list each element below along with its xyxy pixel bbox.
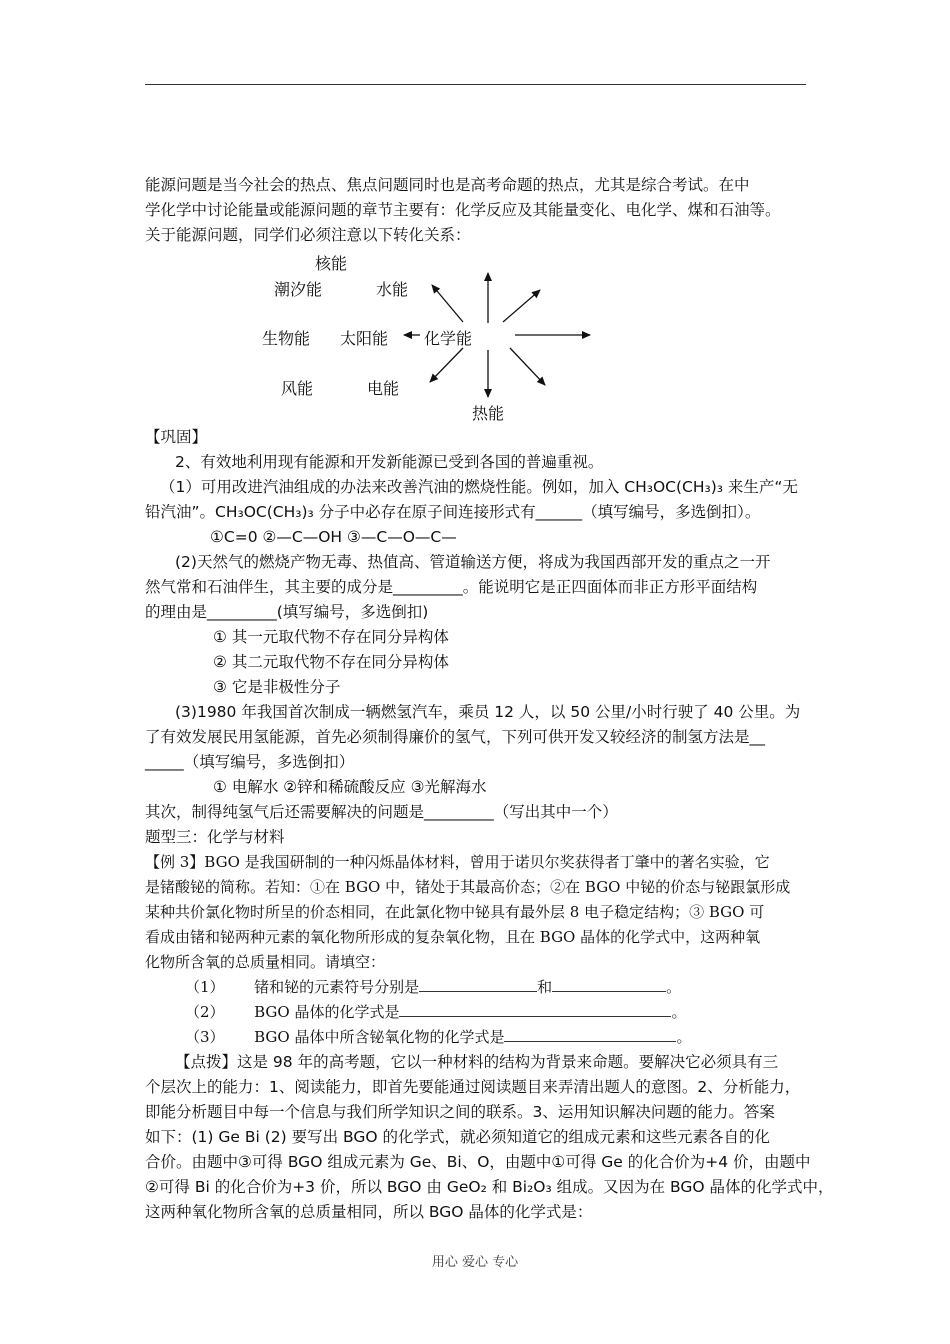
p3-options: ① 电解水 ②锌和稀硫酸反应 ③光解海水	[213, 778, 487, 796]
sub-question-1-end: 。	[666, 978, 682, 996]
hint-line-2: 个层次上的能力：1、阅读能力，即首先要能通过阅读题目来弄清出题人的意图。2、分析能力，	[145, 1078, 801, 1096]
sub-question-3-number: （3）	[185, 1028, 225, 1046]
p2-line-1: (2)天然气的燃烧产物无毒、热值高、管道输送方便，将成为我国西部开发的重点之一开	[175, 553, 771, 571]
p1-options: ①C=0 ②—C—OH ③—C—O—C—	[210, 528, 457, 546]
p2-line-2: 然气常和石油伴生，其主要的成分是_________。能说明它是正四面体而非正方形平面结构	[145, 578, 758, 596]
sub-question-2-number: （2）	[185, 1003, 225, 1021]
p3-line-2: 了有效发展民用氢能源，首先必须制得廉价的氢气，下列可供开发又较经济的制氢方法是__	[145, 728, 766, 746]
example-line-2: 是锗酸铋的简称。若知：①在 BGO 中，锗处于其最高价态；②在 BGO 中铋的价态与铋跟氯形成	[145, 878, 791, 896]
sub-question-3-end: 。	[676, 1028, 692, 1046]
example-line-5: 化物所含氧的总质量相同。请填空：	[145, 953, 386, 971]
hint-line-7: 这两种氧化物所含氧的总质量相同，所以 BGO 晶体的化学式是：	[145, 1203, 593, 1221]
hint-line-5: 合价。由题中③可得 BGO 组成元素为 Ge、Bi、O，由题中①可得 Ge 的化合价为+4 价，由题中	[145, 1153, 811, 1171]
hint-line-1: 【点拨】这是 98 年的高考题，它以一种材料的结构为背景来命题。要解决它必须具有三	[175, 1053, 779, 1071]
node-nuclear: 核能	[315, 254, 348, 273]
sub-question-2	[185, 1000, 805, 1024]
sub-question-2-text: BGO 晶体的化学式是	[254, 1003, 400, 1021]
sub-question-1-and: 和	[537, 978, 553, 996]
hint-line-4: 如下：(1) Ge Bi (2) 要写出 BGO 的化学式，就必须知道它的组成元素和这些元素各自的化	[145, 1128, 771, 1146]
p1-line-1: （1）可用改进汽油组成的办法来改善汽油的燃烧性能。例如，加入 CH₃OC(CH₃)₃ 来生产“无	[160, 478, 798, 496]
p3-line-3: _____（填写编号，多选倒扣）	[145, 753, 355, 771]
sub-question-1-number: （1）	[185, 978, 225, 996]
type3-heading: 题型三：化学与材料	[145, 828, 285, 846]
example-line-1: 【例 3】BGO 是我国研制的一种闪烁晶体材料，曾用于诺贝尔奖获得者丁肇中的著名实验，它	[145, 853, 770, 871]
answer-blank[interactable]	[504, 1027, 676, 1042]
hint-line-3: 即能分析题目中每一个信息与我们所学知识之间的联系。3、运用知识解决问题的能力。答案	[145, 1103, 775, 1121]
node-center-chemical: 化学能	[424, 329, 473, 348]
node-solar: 太阳能	[340, 329, 389, 348]
sub-question-1-text: 锗和铋的元素符号分别是	[254, 978, 420, 996]
sub-question-1	[185, 975, 805, 999]
p2-option-2: ② 其二元取代物不存在同分异构体	[213, 653, 449, 671]
example-line-3: 某种共价氯化物时所呈的价态相同，在此氯化物中铋具有最外层 8 电子稳定结构；③ BGO 可	[145, 903, 765, 921]
sub-question-3-text: BGO 晶体中所含铋氧化物的化学式是	[254, 1028, 505, 1046]
arrow-down-right	[510, 348, 545, 385]
node-electric: 电能	[367, 379, 400, 398]
p2-option-3: ③ 它是非极性分子	[213, 678, 341, 696]
sub-question-2-end: 。	[671, 1003, 687, 1021]
node-thermal: 热能	[472, 404, 505, 423]
q2-title: 2、有效地利用现有能源和开发新能源已受到各国的普遍重视。	[175, 453, 604, 471]
intro-line-3: 关于能源问题，同学们必须注意以下转化关系：	[145, 226, 471, 244]
node-hydro: 水能	[376, 280, 409, 299]
node-biomass: 生物能	[262, 329, 311, 348]
p2-line-3: 的理由是_________(填写编号，多选倒扣)	[145, 603, 429, 621]
intro-line-2: 学化学中讨论能量或能源问题的章节主要有：化学反应及其能量变化、电化学、煤和石油等。	[145, 201, 781, 219]
p3-line-4: 其次，制得纯氢气后还需要解决的问题是_________（写出其中一个）	[145, 803, 618, 821]
arrow-up-left	[432, 285, 463, 322]
page-footer: 用心 爱心 专心	[431, 1255, 519, 1270]
p2-option-1: ① 其一元取代物不存在同分异构体	[213, 628, 449, 646]
energy-diagram-arrows	[0, 0, 950, 440]
p1-line-2: 铅汽油”。CH₃OC(CH₃)₃ 分子中必存在原子间连接形式有______（填写编号，多选倒扣）。	[145, 503, 761, 521]
intro-line-1: 能源问题是当今社会的热点、焦点问题同时也是高考命题的热点，尤其是综合考试。在中	[145, 176, 750, 194]
example-line-4: 看成由锗和铋两种元素的氧化物所形成的复杂氧化物，且在 BGO 晶体的化学式中，这两种氧	[145, 928, 761, 946]
answer-blank[interactable]	[419, 977, 537, 992]
p3-line-1: (3)1980 年我国首次制成一辆燃氢汽车，乘员 12 人，以 50 公里/小时行驶了 40 公里。为	[175, 703, 801, 721]
answer-blank[interactable]	[552, 977, 666, 992]
consolidate-heading: 【巩固】	[145, 428, 208, 446]
answer-blank[interactable]	[399, 1002, 671, 1017]
arrow-down-left	[430, 348, 463, 382]
node-wind: 风能	[281, 379, 314, 398]
hint-line-6: ②可得 Bi 的化合价为+3 价，所以 BGO 由 GeO₂ 和 Bi₂O₃ 组成。又因为在 BGO 晶体的化学式中，	[145, 1178, 834, 1196]
arrow-up-right	[503, 290, 540, 322]
node-tidal: 潮汐能	[274, 280, 323, 299]
sub-question-3	[185, 1025, 805, 1049]
